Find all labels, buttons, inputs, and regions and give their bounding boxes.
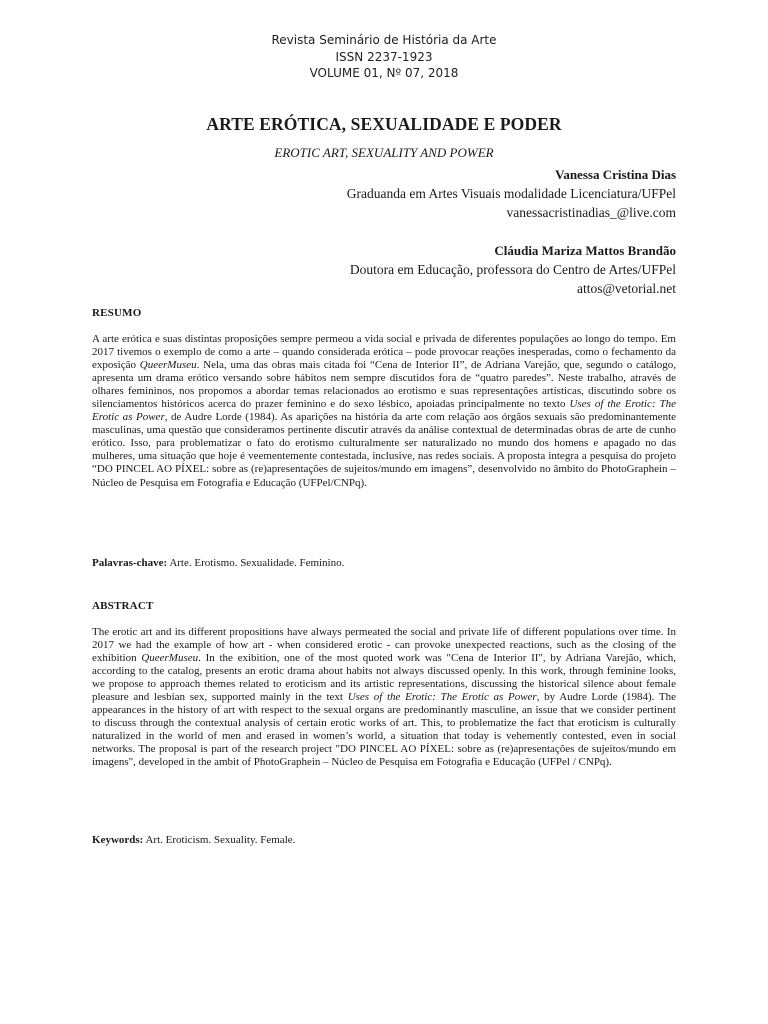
author-block-1 <box>347 165 676 222</box>
article-title: ARTE ERÓTICA, SEXUALIDADE E PODER <box>206 114 562 134</box>
abstract-emphasis: QueerMuseu <box>141 652 199 665</box>
resumo-text-part: , de Audre Lorde (1984). As aparições na história da arte com relação aos órgãos sexuais são predominantemente masculinas, uma questão que consideramos pertinente discutir através da análise contextual de determinadas obras de arte de cunho erótico. Isso, para problematizar o fato do erotismo culturalmente ser naturalizado no mundo dos homens e apagado no das mulheres, uma situação que hoje é veementemente contestada, inclusive, nas redes sociais. A proposta integra a pesquisa do projeto “DO PINCEL AO PÍXEL: sobre as (re)apresentações de sujeitos/mundo em imagens”, desenvolvido no âmbito do PhotoGraphein – Núcleo de Pesquisa em Fotografia e Educação (UFPel/CNPq). <box>92 411 677 489</box>
journal-issn: ISSN 2237-1923 <box>335 49 433 64</box>
author-email: attos@vetorial.net <box>576 281 676 296</box>
keywords-pt <box>92 557 344 569</box>
author-email: vanessacristinadias_@live.com <box>506 205 676 220</box>
abstract-text-part: . In the exibition, one of the most quoted work was "Cena de Interior II", by Adriana Varejão, which, according to the catalog, presents an erotic drama about habits not always discussed openly. In this work, through feminine looks, we propose to approach themes related to eroticism and its artistic representations, discussing the historical silence about female pleasure and lesbian sex, supported mainly in the text <box>92 652 677 704</box>
resumo-heading: RESUMO <box>92 307 142 319</box>
keywords-en <box>92 834 295 846</box>
keywords-pt-label: Palavras-chave: <box>92 557 168 569</box>
journal-name: Revista Seminário de História da Arte <box>271 33 497 47</box>
keywords-en-label: Keywords: <box>92 834 144 846</box>
keywords-en-value: Art. Eroticism. Sexuality. Female. <box>145 834 296 846</box>
author-affiliation: Graduanda em Artes Visuais modalidade Licenciatura/UFPel <box>346 186 676 201</box>
article-subtitle: EROTIC ART, SEXUALITY AND POWER <box>274 145 494 160</box>
journal-volume: VOLUME 01, Nº 07, 2018 <box>309 66 459 80</box>
keywords-pt-value: Arte. Erotismo. Sexualidade. Feminino. <box>169 557 345 569</box>
resumo-emphasis: QueerMuseu <box>139 359 197 372</box>
author-name: Vanessa Cristina Dias <box>555 167 676 182</box>
resumo-text-part: A arte erótica e suas distintas proposições sempre permeou a vida social e privada de diferentes populações ao longo do tempo. Em 2017 tivemos o exemplo de como a arte – quando considerada erótica – pode provocar reações inesperadas, como o fechamento da exposição <box>92 333 676 372</box>
abstract-paragraph <box>92 626 676 770</box>
author-affiliation: Doutora em Educação, professora do Centro de Artes/UFPel <box>349 262 676 277</box>
abstract-text-part: , by Audre Lorde (1984). The appearances in the history of art with respect to the sexual organs are predominantly masculine, an issue that we consider pertinent to discuss through the contextual analysis of certain erotic works of art. This, to problematize the fact that eroticism is culturally naturalized in the world of men and erased in women’s world, a situation that today is vehemently contested, even in social networks. The proposal is part of the research project "DO PINCEL AO PÍXEL: sobre as (re)apresentações de sujeitos/mundo em imagens", developed in the ambit of PhotoGraphein – Núcleo de Pesquisa em Fotografia e Educação (UFPel / CNPq). <box>92 691 676 769</box>
resumo-text-part: . Nela, uma das obras mais citada foi “Cena de Interior II”, de Adriana Varejão, que, segundo o catálogo, apresenta um drama erótico versando sobre hábitos nem sempre discutidos fora de “quatro paredes”. Neste trabalho, através de olhares femininos, nos propomos a abordar temas relacionados ao erotismo e suas representações artísticas, discutindo sobre os silenciamentos históricos acerca do prazer feminino e do sexo lésbico, apoiadas principalmente no texto <box>92 359 677 411</box>
author-name: Cláudia Mariza Mattos Brandão <box>494 243 676 258</box>
abstract-text-part: The erotic art and its different propositions have always permeated the social and private life of different populations over time. In 2017 we had the example of how art - when considered erotic - can provoke unexpected reactions, such as the closing of the exhibition <box>92 626 676 665</box>
resumo-emphasis: Uses of the Erotic: The Erotic as Power <box>92 398 676 424</box>
journal-header <box>0 32 768 82</box>
resumo-paragraph <box>92 333 676 490</box>
abstract-emphasis: Uses of the Erotic: The Erotic as Power <box>347 691 537 704</box>
author-block-2 <box>350 241 676 298</box>
abstract-heading: ABSTRACT <box>92 600 154 612</box>
